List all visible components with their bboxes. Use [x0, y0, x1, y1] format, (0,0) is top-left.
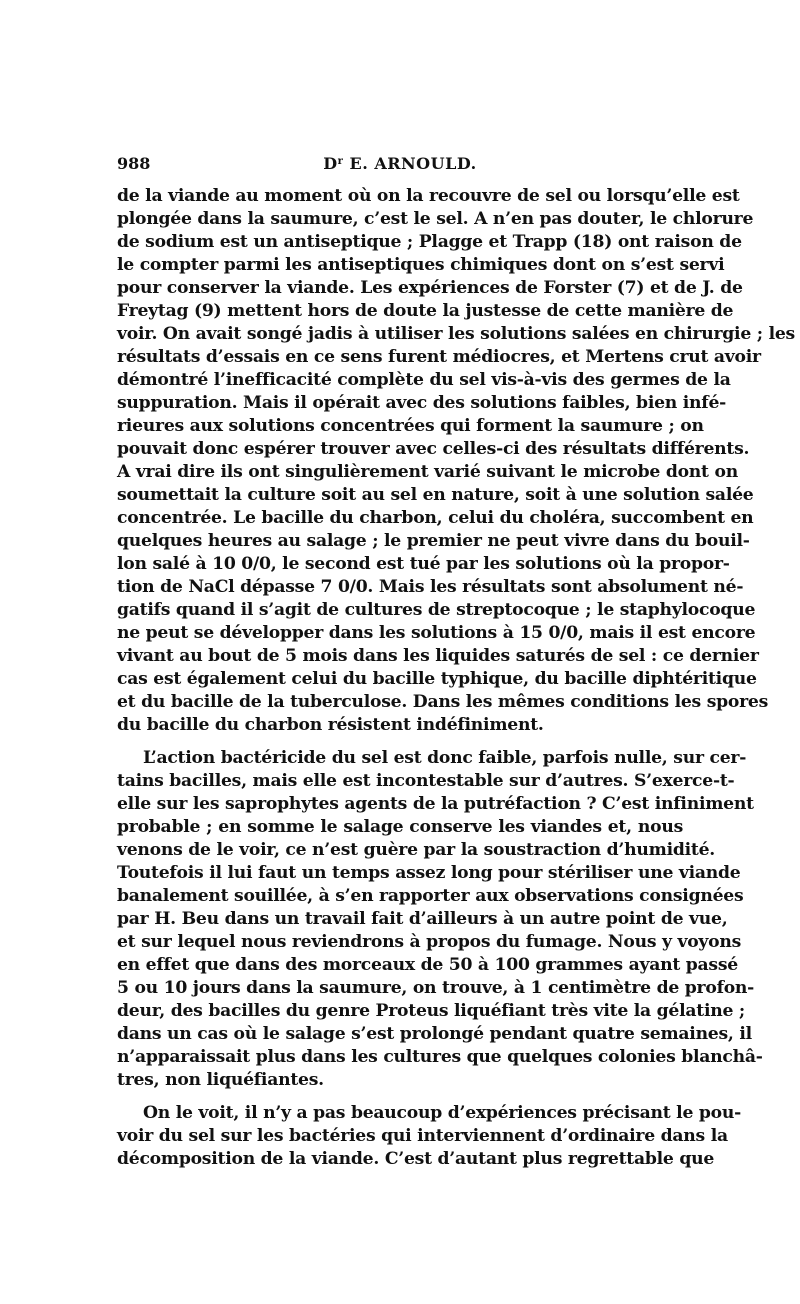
text-line: ne peut se développer dans les solutions à 15 0/0, mais il est encore — [117, 623, 756, 643]
running-head — [117, 154, 683, 173]
paragraph — [117, 747, 763, 1092]
text-line: L’action bactéricide du sel est donc faible, parfois nulle, sur cer- — [143, 748, 747, 768]
text-line: en effet que dans des morceaux de 50 à 100 grammes ayant passé — [117, 955, 738, 975]
running-head-sup: r — [337, 156, 344, 167]
text-line: et sur lequel nous reviendrons à propos du fumage. Nous y voyons — [117, 932, 742, 952]
text-line: gatifs quand il s’agit de cultures de streptocoque ; le staphylocoque — [117, 600, 756, 620]
text-line: tres, non liquéfiantes. — [117, 1070, 324, 1090]
text-line: n’apparaissait plus dans les cultures que quelques colonies blanchâ- — [117, 1047, 763, 1067]
text-line: pouvait donc espérer trouver avec celles-ci des résultats différents. — [117, 439, 750, 459]
text-line: soumettait la culture soit au sel en nature, soit à une solution salée — [117, 485, 754, 505]
text-line: de sodium est un antiseptique ; Plagge et Trapp (18) ont raison de — [117, 232, 742, 252]
text-line: Toutefois il lui faut un temps assez long pour stériliser une viande — [117, 863, 741, 883]
text-line: par H. Beu dans un travail fait d’ailleurs à un autre point de vue, — [117, 909, 728, 929]
text-line: tion de NaCl dépasse 7 0/0. Mais les résultats sont absolument né- — [117, 577, 744, 597]
text-line: résultats d’essais en ce sens furent médiocres, et Mertens crut avoir — [117, 347, 761, 367]
text-line: banalement souillée, à s’en rapporter aux observations consignées — [117, 886, 744, 906]
text-line: On le voit, il n’y a pas beaucoup d’expériences précisant le pou- — [143, 1103, 741, 1123]
text-line: probable ; en somme le salage conserve les viandes et, nous — [117, 817, 683, 837]
paragraph — [117, 185, 795, 737]
text-line: deur, des bacilles du genre Proteus liquéfiant très vite la gélatine ; — [117, 1001, 745, 1021]
text-line: tains bacilles, mais elle est incontestable sur d’autres. S’exerce-t- — [117, 771, 735, 791]
text-line: pour conserver la viande. Les expériences de Forster (7) et de J. de — [117, 278, 743, 298]
text-line: cas est également celui du bacille typhique, du bacille diphtéritique — [117, 669, 757, 689]
text-line: A vrai dire ils ont singulièrement varié suivant le microbe dont on — [117, 462, 738, 482]
text-line: elle sur les saprophytes agents de la putréfaction ? C’est infiniment — [117, 794, 754, 814]
text-line: venons de le voir, ce n’est guère par la soustraction d’humidité. — [117, 840, 716, 860]
text-line: lon salé à 10 0/0, le second est tué par les solutions où la propor- — [117, 554, 730, 574]
text-line: voir du sel sur les bactéries qui interviennent d’ordinaire dans la — [117, 1126, 728, 1146]
text-line: voir. On avait songé jadis à utiliser les solutions salées en chirurgie ; les — [117, 324, 795, 344]
text-line: décomposition de la viande. C’est d’autant plus regrettable que — [117, 1149, 715, 1169]
text-line: suppuration. Mais il opérait avec des solutions faibles, bien infé- — [117, 393, 727, 413]
page-number: 988 — [117, 154, 151, 173]
text-line: plongée dans la saumure, c’est le sel. A n’en pas douter, le chlorure — [117, 209, 754, 229]
text-line: et du bacille de la tuberculose. Dans les mêmes conditions les spores — [117, 692, 769, 712]
text-line: dans un cas où le salage s’est prolongé pendant quatre semaines, il — [117, 1024, 752, 1044]
paragraph — [117, 1102, 741, 1171]
text-line: le compter parmi les antiseptiques chimiques dont on s’est servi — [117, 255, 725, 275]
text-line: du bacille du charbon résistent indéfiniment. — [117, 715, 544, 735]
text-line: vivant au bout de 5 mois dans les liquides saturés de sel : ce dernier — [117, 646, 759, 666]
running-head-name: E. ARNOULD. — [343, 154, 477, 173]
text-line: Freytag (9) mettent hors de doute la justesse de cette manière de — [117, 301, 734, 321]
page-header — [117, 154, 683, 178]
text-line: quelques heures au salage ; le premier ne peut vivre dans du bouil- — [117, 531, 750, 551]
text-line: 5 ou 10 jours dans la saumure, on trouve, à 1 centimètre de profon- — [117, 978, 755, 998]
text-line: rieures aux solutions concentrées qui forment la saumure ; on — [117, 416, 704, 436]
text-line: concentrée. Le bacille du charbon, celui du choléra, succombent en — [117, 508, 754, 528]
text-line: démontré l’inefficacité complète du sel vis-à-vis des germes de la — [117, 370, 731, 390]
running-head-prefix: D — [323, 154, 338, 173]
text-line: de la viande au moment où on la recouvre de sel ou lorsqu’elle est — [117, 186, 740, 206]
body-text — [117, 185, 795, 1171]
